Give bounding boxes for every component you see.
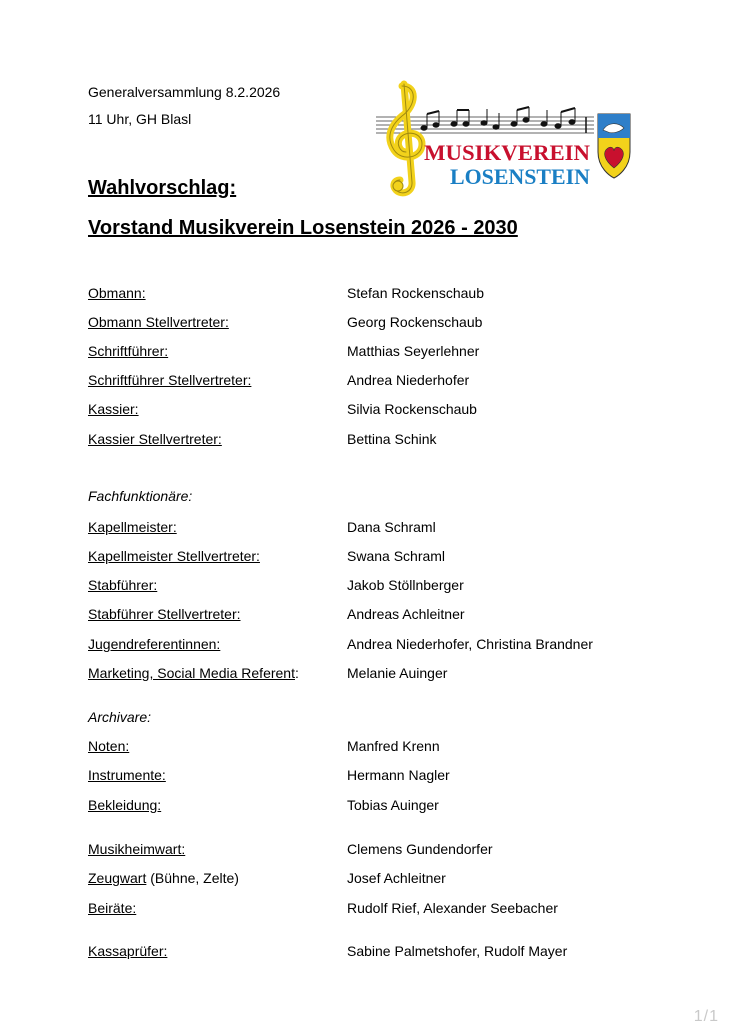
auditors-row [88, 942, 648, 960]
title-vorstand: Vorstand Musikverein Losenstein 2026 - 2030 [88, 217, 518, 239]
role-label-suffix: : [295, 665, 299, 681]
person-name: Sabine Palmetshofer, Rudolf Mayer [347, 943, 568, 959]
archiv-row-instrumente [88, 766, 648, 784]
person-name: Josef Achleitner [347, 870, 446, 886]
role-label-text: Zeugwart [88, 870, 147, 886]
person-name: Hermann Nagler [347, 767, 450, 783]
musikverein-logo [372, 80, 634, 198]
board-row-obmann-stv [88, 313, 648, 331]
fach-row-stabfuehrer-stv [88, 605, 648, 623]
treble-clef-icon [390, 84, 422, 193]
role-label: Kassier Stellvertreter: [88, 431, 222, 447]
role-label: Stabführer Stellvertreter: [88, 606, 241, 622]
person-name: Stefan Rockenschaub [347, 285, 484, 301]
person-name: Melanie Auinger [347, 665, 448, 681]
board-row-schriftfuehrer-stv [88, 371, 648, 389]
role-label: Kassaprüfer: [88, 943, 168, 959]
fach-row-jugendreferentinnen [88, 635, 648, 653]
role-label: Instrumente: [88, 767, 166, 783]
title-wahlvorschlag: Wahlvorschlag: [88, 177, 237, 199]
role-label: Kapellmeister: [88, 519, 177, 535]
other-row-zeugwart [88, 869, 648, 887]
role-label: Jugendreferentinnen: [88, 636, 221, 652]
person-name: Georg Rockenschaub [347, 314, 483, 330]
role-label: Obmann Stellvertreter: [88, 314, 229, 330]
role-label: Kassier: [88, 401, 139, 417]
board-row-kassier [88, 400, 648, 418]
person-name: Clemens Gundendorfer [347, 841, 493, 857]
meeting-date: Generalversammlung 8.2.2026 [88, 84, 281, 100]
person-name: Bettina Schink [347, 431, 437, 447]
role-label: Schriftführer Stellvertreter: [88, 372, 252, 388]
person-name: Andrea Niederhofer, Christina Brandner [347, 636, 593, 652]
board-row-kassier-stv [88, 430, 648, 448]
person-name: Silvia Rockenschaub [347, 401, 477, 417]
role-label-text: Marketing, Social Media Referent [88, 665, 295, 681]
person-name: Jakob Stöllnberger [347, 577, 464, 593]
logo-text-losenstein: LOSENSTEIN [450, 164, 591, 189]
role-label: Stabführer: [88, 577, 158, 593]
archiv-row-bekleidung [88, 796, 648, 814]
person-name: Rudolf Rief, Alexander Seebacher [347, 900, 558, 916]
role-label: Beiräte: [88, 900, 137, 916]
role-label: Noten: [88, 738, 130, 754]
person-name: Swana Schraml [347, 548, 446, 564]
section-heading-archivare: Archivare: [88, 709, 152, 725]
board-row-schriftfuehrer [88, 342, 648, 360]
person-name: Andreas Achleitner [347, 606, 465, 622]
board-row-obmann [88, 284, 648, 302]
role-label: Bekleidung: [88, 797, 162, 813]
fach-row-kapellmeister-stv [88, 547, 648, 565]
person-name: Dana Schraml [347, 519, 436, 535]
page-indicator: 1/1 [693, 1008, 719, 1025]
other-row-musikheimwart [88, 840, 648, 858]
coat-of-arms-icon [598, 114, 630, 178]
person-name: Matthias Seyerlehner [347, 343, 480, 359]
role-label [88, 869, 239, 887]
role-label [88, 664, 299, 682]
role-label: Obmann: [88, 285, 146, 301]
role-label: Musikheimwart: [88, 841, 186, 857]
person-name: Tobias Auinger [347, 797, 439, 813]
fach-row-stabfuehrer [88, 576, 648, 594]
other-row-beiraete [88, 899, 648, 917]
fach-row-marketing [88, 664, 648, 682]
logo-text-musikverein: MUSIKVEREIN [424, 140, 591, 165]
fach-row-kapellmeister [88, 518, 648, 536]
section-heading-fachfunktionaere: Fachfunktionäre: [88, 488, 193, 504]
person-name: Andrea Niederhofer [347, 372, 470, 388]
role-label: Kapellmeister Stellvertreter: [88, 548, 260, 564]
role-label-suffix: (Bühne, Zelte) [146, 870, 239, 886]
archiv-row-noten [88, 737, 648, 755]
meeting-time-location: 11 Uhr, GH Blasl [88, 111, 192, 127]
person-name: Manfred Krenn [347, 738, 440, 754]
role-label: Schriftführer: [88, 343, 169, 359]
